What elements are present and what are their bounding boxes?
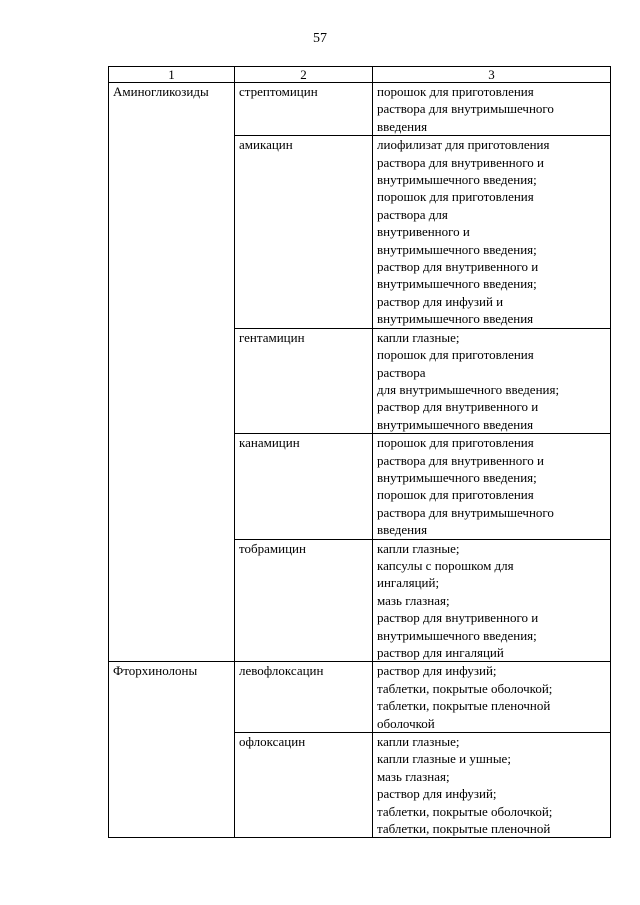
dosage-form-line: порошок для приготовления (377, 189, 534, 205)
dosage-form-line: внутримышечного введения; (377, 172, 537, 188)
dosage-form-line: внутримышечного введения (377, 416, 534, 432)
dosage-form-line: капли глазные; (377, 540, 460, 556)
dosage-form-line: внутримышечного введения (377, 311, 534, 327)
dosage-form-line: капли глазные; (377, 329, 460, 345)
dosage-form-line: раствор для инфузий и (377, 293, 504, 309)
drug-group-cell: Фторхинолоны (109, 662, 235, 733)
drug-name-cell: стрептомицин (235, 83, 373, 136)
drug-name-cell: левофлоксацин (235, 662, 373, 733)
header-col-1: 1 (109, 67, 235, 83)
table-row (109, 328, 611, 433)
dosage-form-line: мазь глазная; (377, 592, 450, 608)
dosage-form-line: раствор для инфузий; (377, 786, 497, 802)
header-col-3: 3 (373, 67, 611, 83)
dosage-form-line: внутривенного и (377, 224, 470, 240)
dosage-form-line: мазь глазная; (377, 768, 450, 784)
dosage-form-line: внутримышечного введения; (377, 241, 537, 257)
dosage-form-line: раствора для внутримышечного (377, 504, 554, 520)
table-row (109, 136, 611, 328)
dosage-form-line: раствор для ингаляций (377, 645, 504, 660)
dosage-form-line: внутримышечного введения; (377, 469, 537, 485)
dosage-form-line: введения (377, 118, 428, 134)
drug-name-cell: амикацин (235, 136, 373, 328)
drug-group-cell (109, 733, 235, 838)
dosage-form-line: порошок для приготовления (377, 435, 534, 451)
dosage-form-line: внутримышечного введения; (377, 276, 537, 292)
dosage-forms-cell (373, 539, 611, 662)
drug-group-cell (109, 328, 235, 433)
dosage-form-line: для внутримышечного введения; (377, 381, 560, 397)
dosage-form-line: капли глазные; (377, 734, 460, 750)
dosage-form-line: таблетки, покрытые пленочной (377, 698, 551, 714)
drug-group-cell (109, 539, 235, 662)
dosage-form-line: таблетки, покрытые оболочкой; (377, 803, 553, 819)
dosage-form-line: порошок для приготовления (377, 347, 534, 363)
dosage-form-line: раствора для внутривенного и (377, 154, 544, 170)
dosage-form-line: раствор для внутривенного и (377, 610, 539, 626)
table-row (109, 539, 611, 662)
table-row (109, 434, 611, 539)
dosage-forms-cell (373, 83, 611, 136)
dosage-forms-cell (373, 328, 611, 433)
dosage-form-line: раствора для внутримышечного (377, 101, 554, 117)
drug-name-cell: тобрамицин (235, 539, 373, 662)
table-header-row (109, 67, 611, 83)
table-row (109, 83, 611, 136)
drug-name-cell: канамицин (235, 434, 373, 539)
dosage-forms-cell (373, 662, 611, 733)
page-number: 57 (313, 31, 327, 46)
drug-name-cell: офлоксацин (235, 733, 373, 838)
dosage-form-line: капсулы с порошком для (377, 557, 514, 573)
dosage-form-line: таблетки, покрытые оболочкой; (377, 680, 553, 696)
drug-name-cell: гентамицин (235, 328, 373, 433)
dosage-form-line: оболочкой (377, 715, 435, 731)
dosage-forms-cell (373, 733, 611, 838)
dosage-forms-cell (373, 434, 611, 539)
dosage-form-line: порошок для приготовления (377, 84, 534, 99)
table-row (109, 733, 611, 838)
dosage-form-line: капли глазные и ушные; (377, 751, 511, 767)
dosage-forms-cell (373, 136, 611, 328)
dosage-form-line: ингаляций; (377, 575, 440, 591)
dosage-form-line: внутримышечного введения; (377, 627, 537, 643)
dosage-form-line: раствор для внутривенного и (377, 399, 539, 415)
drug-group-cell (109, 136, 235, 328)
dosage-form-line: раствор для инфузий; (377, 663, 497, 679)
drug-group-cell (109, 434, 235, 539)
drug-table (108, 66, 611, 838)
dosage-form-line: раствора (377, 364, 426, 380)
dosage-form-line: таблетки, покрытые пленочной (377, 821, 551, 837)
dosage-form-line: раствор для внутривенного и (377, 259, 539, 275)
header-col-2: 2 (235, 67, 373, 83)
drug-group-cell: Аминогликозиды (109, 83, 235, 136)
dosage-form-line: введения (377, 522, 428, 538)
dosage-form-line: лиофилизат для приготовления (377, 137, 550, 153)
table-row (109, 662, 611, 733)
dosage-form-line: порошок для приготовления (377, 487, 534, 503)
dosage-form-line: раствора для внутривенного и (377, 452, 544, 468)
dosage-form-line: раствора для (377, 206, 448, 222)
